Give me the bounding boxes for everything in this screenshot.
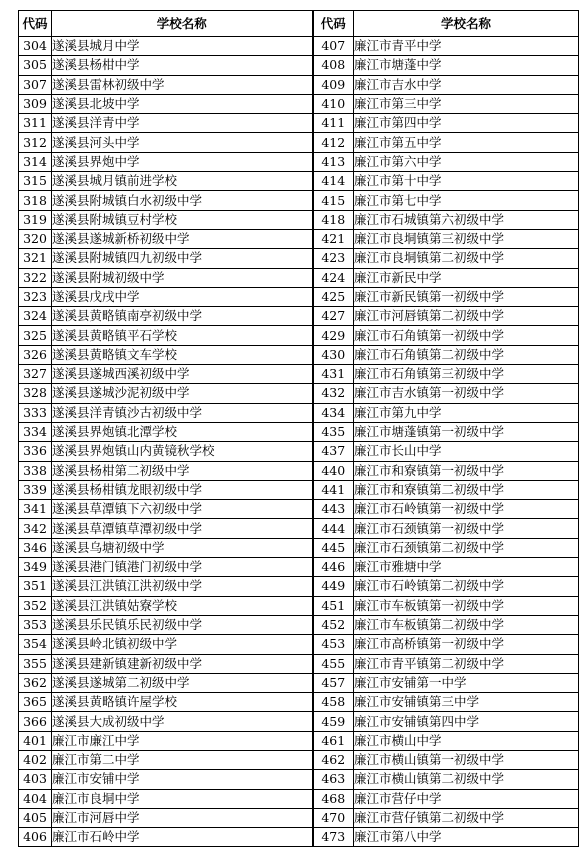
right-name-cell: 廉江市新民中学 — [354, 268, 579, 287]
right-name-cell: 廉江市良垌镇第三初级中学 — [354, 229, 579, 248]
left-code-cell: 354 — [19, 635, 52, 654]
left-code-cell: 351 — [19, 577, 52, 596]
right-code-cell: 434 — [313, 403, 354, 422]
left-name-cell: 遂溪县遂城第二初级中学 — [52, 673, 313, 692]
left-name-cell: 廉江市河唇中学 — [52, 808, 313, 827]
table-row — [19, 480, 579, 499]
right-code-cell: 463 — [313, 770, 354, 789]
left-code-cell: 315 — [19, 172, 52, 191]
right-name-cell: 廉江市第四中学 — [354, 114, 579, 133]
left-code-cell: 406 — [19, 828, 52, 847]
right-name-cell: 廉江市石角镇第一初级中学 — [354, 326, 579, 345]
header-row — [19, 11, 579, 37]
right-name-cell: 廉江市横山镇第二初级中学 — [354, 770, 579, 789]
left-name-cell: 遂溪县草潭镇草潭初级中学 — [52, 519, 313, 538]
left-code-cell: 362 — [19, 673, 52, 692]
table-row — [19, 307, 579, 326]
left-name-cell: 遂溪县界炮中学 — [52, 152, 313, 171]
left-name-cell: 遂溪县遂城沙泥初级中学 — [52, 384, 313, 403]
left-name-cell: 遂溪县河头中学 — [52, 133, 313, 152]
left-name-cell: 遂溪县乌塘初级中学 — [52, 538, 313, 557]
right-code-cell: 455 — [313, 654, 354, 673]
right-code-cell: 435 — [313, 422, 354, 441]
left-code-cell: 311 — [19, 114, 52, 133]
table-row — [19, 191, 579, 210]
left-name-cell: 遂溪县建新镇建新初级中学 — [52, 654, 313, 673]
right-name-cell: 廉江市新民镇第一初级中学 — [354, 287, 579, 306]
table-row — [19, 114, 579, 133]
table-row — [19, 673, 579, 692]
table-row — [19, 210, 579, 229]
left-name-cell: 遂溪县黄略镇许屋学校 — [52, 693, 313, 712]
right-code-cell: 437 — [313, 442, 354, 461]
table-row — [19, 56, 579, 75]
left-name-cell: 遂溪县岭北镇初级中学 — [52, 635, 313, 654]
left-code-cell: 342 — [19, 519, 52, 538]
left-name-cell: 遂溪县附城初级中学 — [52, 268, 313, 287]
table-row — [19, 770, 579, 789]
left-code-cell: 312 — [19, 133, 52, 152]
right-code-cell: 421 — [313, 229, 354, 248]
table-body — [19, 37, 579, 847]
table-row — [19, 152, 579, 171]
table-row — [19, 693, 579, 712]
right-name-cell: 廉江市第十中学 — [354, 172, 579, 191]
right-name-cell: 廉江市第五中学 — [354, 133, 579, 152]
left-name-cell: 遂溪县北坡中学 — [52, 94, 313, 113]
header-code-right: 代码 — [313, 11, 354, 37]
left-code-cell: 403 — [19, 770, 52, 789]
right-code-cell: 462 — [313, 750, 354, 769]
left-code-cell: 352 — [19, 596, 52, 615]
right-code-cell: 440 — [313, 461, 354, 480]
right-name-cell: 廉江市第八中学 — [354, 828, 579, 847]
left-code-cell: 366 — [19, 712, 52, 731]
right-code-cell: 410 — [313, 94, 354, 113]
right-name-cell: 廉江市第七中学 — [354, 191, 579, 210]
left-name-cell: 遂溪县黄略镇平石学校 — [52, 326, 313, 345]
right-code-cell: 431 — [313, 365, 354, 384]
left-code-cell: 333 — [19, 403, 52, 422]
table-row — [19, 403, 579, 422]
right-code-cell: 424 — [313, 268, 354, 287]
left-code-cell: 365 — [19, 693, 52, 712]
right-code-cell: 425 — [313, 287, 354, 306]
left-code-cell: 339 — [19, 480, 52, 499]
left-name-cell: 遂溪县江洪镇江洪初级中学 — [52, 577, 313, 596]
right-code-cell: 415 — [313, 191, 354, 210]
left-code-cell: 321 — [19, 249, 52, 268]
right-code-cell: 446 — [313, 558, 354, 577]
left-code-cell: 322 — [19, 268, 52, 287]
table-row — [19, 596, 579, 615]
left-code-cell: 326 — [19, 345, 52, 364]
left-code-cell: 314 — [19, 152, 52, 171]
table-row — [19, 422, 579, 441]
right-name-cell: 廉江市横山中学 — [354, 731, 579, 750]
left-code-cell: 305 — [19, 56, 52, 75]
left-name-cell: 遂溪县黄略镇南亭初级中学 — [52, 307, 313, 326]
header-name-right: 学校名称 — [354, 11, 579, 37]
left-name-cell: 廉江市廉江中学 — [52, 731, 313, 750]
left-code-cell: 402 — [19, 750, 52, 769]
table-row — [19, 75, 579, 94]
right-name-cell: 廉江市横山镇第一初级中学 — [354, 750, 579, 769]
table-row — [19, 326, 579, 345]
right-name-cell: 廉江市车板镇第一初级中学 — [354, 596, 579, 615]
right-name-cell: 廉江市第三中学 — [354, 94, 579, 113]
right-code-cell: 452 — [313, 615, 354, 634]
right-name-cell: 廉江市和寮镇第二初级中学 — [354, 480, 579, 499]
table-row — [19, 229, 579, 248]
right-name-cell: 廉江市青平镇第二初级中学 — [354, 654, 579, 673]
right-name-cell: 廉江市第九中学 — [354, 403, 579, 422]
right-code-cell: 443 — [313, 500, 354, 519]
left-code-cell: 320 — [19, 229, 52, 248]
table-row — [19, 461, 579, 480]
left-code-cell: 346 — [19, 538, 52, 557]
right-code-cell: 445 — [313, 538, 354, 557]
right-code-cell: 407 — [313, 37, 354, 56]
left-name-cell: 遂溪县洋青中学 — [52, 114, 313, 133]
left-code-cell: 404 — [19, 789, 52, 808]
left-name-cell: 遂溪县洋青镇沙古初级中学 — [52, 403, 313, 422]
table-row — [19, 37, 579, 56]
right-code-cell: 473 — [313, 828, 354, 847]
right-code-cell: 409 — [313, 75, 354, 94]
left-name-cell: 遂溪县附城镇豆村学校 — [52, 210, 313, 229]
right-name-cell: 廉江市石角镇第二初级中学 — [354, 345, 579, 364]
table-row — [19, 500, 579, 519]
left-name-cell: 廉江市良垌中学 — [52, 789, 313, 808]
right-name-cell: 廉江市车板镇第二初级中学 — [354, 615, 579, 634]
table-row — [19, 712, 579, 731]
left-code-cell: 338 — [19, 461, 52, 480]
table-row — [19, 345, 579, 364]
right-name-cell: 廉江市塘蓬镇第一初级中学 — [354, 422, 579, 441]
right-code-cell: 423 — [313, 249, 354, 268]
left-code-cell: 319 — [19, 210, 52, 229]
right-code-cell: 418 — [313, 210, 354, 229]
left-code-cell: 309 — [19, 94, 52, 113]
table-row — [19, 577, 579, 596]
left-code-cell: 355 — [19, 654, 52, 673]
left-name-cell: 遂溪县草潭镇下六初级中学 — [52, 500, 313, 519]
left-name-cell: 遂溪县遂城西溪初级中学 — [52, 365, 313, 384]
right-name-cell: 廉江市和寮镇第一初级中学 — [354, 461, 579, 480]
left-name-cell: 遂溪县雷林初级中学 — [52, 75, 313, 94]
table-row — [19, 558, 579, 577]
right-name-cell: 廉江市高桥镇第一初级中学 — [354, 635, 579, 654]
table-row — [19, 731, 579, 750]
right-code-cell: 412 — [313, 133, 354, 152]
right-name-cell: 廉江市长山中学 — [354, 442, 579, 461]
right-name-cell: 廉江市雅塘中学 — [354, 558, 579, 577]
left-code-cell: 349 — [19, 558, 52, 577]
right-name-cell: 廉江市青平中学 — [354, 37, 579, 56]
table-row — [19, 442, 579, 461]
table-row — [19, 133, 579, 152]
table-row — [19, 287, 579, 306]
header-code-left: 代码 — [19, 11, 52, 37]
right-name-cell: 廉江市第六中学 — [354, 152, 579, 171]
left-name-cell: 廉江市石岭中学 — [52, 828, 313, 847]
left-name-cell: 遂溪县附城镇四九初级中学 — [52, 249, 313, 268]
right-name-cell: 廉江市安铺镇第四中学 — [354, 712, 579, 731]
right-code-cell: 432 — [313, 384, 354, 403]
right-name-cell: 廉江市石颈镇第二初级中学 — [354, 538, 579, 557]
right-name-cell: 廉江市安铺镇第三中学 — [354, 693, 579, 712]
left-code-cell: 353 — [19, 615, 52, 634]
left-name-cell: 遂溪县界炮镇山内黄镜秋学校 — [52, 442, 313, 461]
left-name-cell: 遂溪县黄略镇文车学校 — [52, 345, 313, 364]
right-name-cell: 廉江市河唇镇第二初级中学 — [354, 307, 579, 326]
right-code-cell: 408 — [313, 56, 354, 75]
right-code-cell: 413 — [313, 152, 354, 171]
right-code-cell: 430 — [313, 345, 354, 364]
table-row — [19, 384, 579, 403]
left-code-cell: 304 — [19, 37, 52, 56]
left-code-cell: 318 — [19, 191, 52, 210]
left-name-cell: 遂溪县城月镇前进学校 — [52, 172, 313, 191]
left-code-cell: 405 — [19, 808, 52, 827]
table-row — [19, 750, 579, 769]
left-name-cell: 遂溪县江洪镇姑寮学校 — [52, 596, 313, 615]
right-name-cell: 廉江市石颈镇第一初级中学 — [354, 519, 579, 538]
table-row — [19, 172, 579, 191]
left-code-cell: 323 — [19, 287, 52, 306]
left-code-cell: 325 — [19, 326, 52, 345]
left-code-cell: 324 — [19, 307, 52, 326]
school-code-table — [18, 10, 579, 847]
right-code-cell: 427 — [313, 307, 354, 326]
left-name-cell: 遂溪县乐民镇乐民初级中学 — [52, 615, 313, 634]
right-code-cell: 470 — [313, 808, 354, 827]
right-code-cell: 451 — [313, 596, 354, 615]
right-name-cell: 廉江市安铺第一中学 — [354, 673, 579, 692]
right-code-cell: 457 — [313, 673, 354, 692]
table-row — [19, 654, 579, 673]
table-row — [19, 615, 579, 634]
header-name-left: 学校名称 — [52, 11, 313, 37]
table-row — [19, 249, 579, 268]
left-name-cell: 遂溪县杨柑中学 — [52, 56, 313, 75]
right-code-cell: 444 — [313, 519, 354, 538]
table-row — [19, 828, 579, 847]
left-name-cell: 遂溪县大成初级中学 — [52, 712, 313, 731]
left-code-cell: 307 — [19, 75, 52, 94]
left-name-cell: 廉江市第二中学 — [52, 750, 313, 769]
table-row — [19, 365, 579, 384]
left-code-cell: 341 — [19, 500, 52, 519]
left-name-cell: 遂溪县港门镇港门初级中学 — [52, 558, 313, 577]
right-name-cell: 廉江市石角镇第三初级中学 — [354, 365, 579, 384]
left-code-cell: 336 — [19, 442, 52, 461]
table-row — [19, 519, 579, 538]
right-code-cell: 414 — [313, 172, 354, 191]
left-name-cell: 廉江市安铺中学 — [52, 770, 313, 789]
right-code-cell: 459 — [313, 712, 354, 731]
left-code-cell: 327 — [19, 365, 52, 384]
right-code-cell: 411 — [313, 114, 354, 133]
left-code-cell: 328 — [19, 384, 52, 403]
right-name-cell: 廉江市石城镇第六初级中学 — [354, 210, 579, 229]
left-code-cell: 334 — [19, 422, 52, 441]
left-name-cell: 遂溪县界炮镇北潭学校 — [52, 422, 313, 441]
left-name-cell: 遂溪县杨柑第二初级中学 — [52, 461, 313, 480]
table-row — [19, 268, 579, 287]
right-name-cell: 廉江市营仔中学 — [354, 789, 579, 808]
left-name-cell: 遂溪县戊戌中学 — [52, 287, 313, 306]
right-code-cell: 429 — [313, 326, 354, 345]
left-code-cell: 401 — [19, 731, 52, 750]
left-name-cell: 遂溪县附城镇白水初级中学 — [52, 191, 313, 210]
right-code-cell: 461 — [313, 731, 354, 750]
table-row — [19, 635, 579, 654]
table-row — [19, 538, 579, 557]
right-name-cell: 廉江市营仔镇第二初级中学 — [354, 808, 579, 827]
left-name-cell: 遂溪县城月中学 — [52, 37, 313, 56]
right-name-cell: 廉江市石岭镇第二初级中学 — [354, 577, 579, 596]
right-code-cell: 441 — [313, 480, 354, 499]
table-row — [19, 94, 579, 113]
left-name-cell: 遂溪县遂城新桥初级中学 — [52, 229, 313, 248]
right-name-cell: 廉江市吉水镇第一初级中学 — [354, 384, 579, 403]
right-code-cell: 449 — [313, 577, 354, 596]
left-name-cell: 遂溪县杨柑镇龙眼初级中学 — [52, 480, 313, 499]
table-row — [19, 808, 579, 827]
right-name-cell: 廉江市吉水中学 — [354, 75, 579, 94]
table-row — [19, 789, 579, 808]
right-name-cell: 廉江市良垌镇第二初级中学 — [354, 249, 579, 268]
right-name-cell: 廉江市石岭镇第一初级中学 — [354, 500, 579, 519]
right-name-cell: 廉江市塘蓬中学 — [354, 56, 579, 75]
right-code-cell: 468 — [313, 789, 354, 808]
right-code-cell: 453 — [313, 635, 354, 654]
right-code-cell: 458 — [313, 693, 354, 712]
